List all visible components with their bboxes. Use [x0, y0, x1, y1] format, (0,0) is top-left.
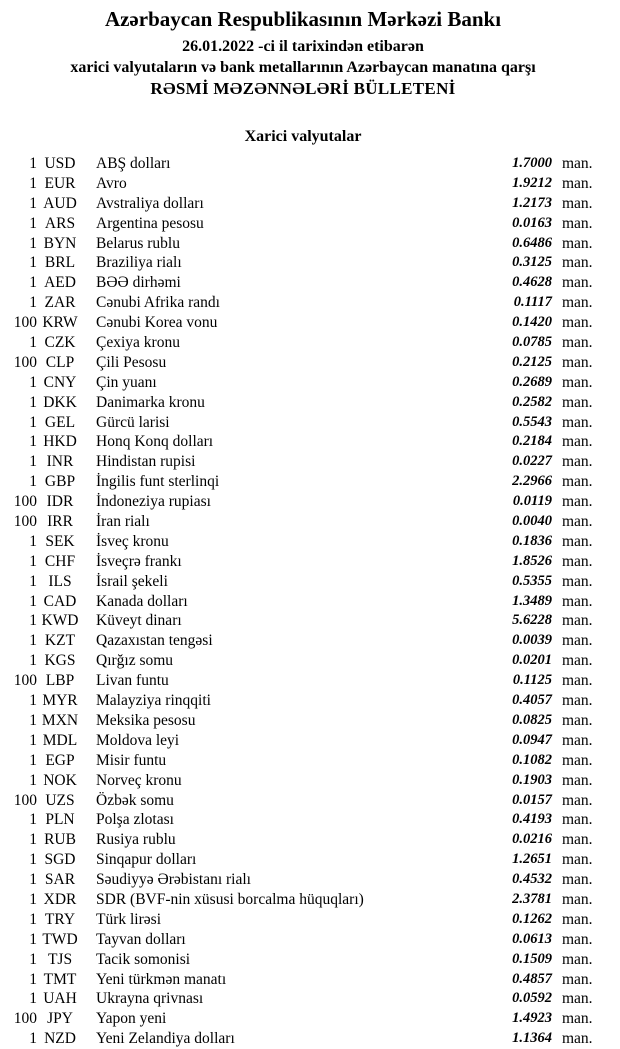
currency-rate: 0.0040 — [512, 513, 552, 530]
currency-name: Gürcü larisi — [96, 413, 170, 431]
currency-code: PLN — [45, 811, 75, 829]
currency-name: Rusiya rublu — [96, 831, 176, 849]
currency-name: Özbək somu — [96, 791, 174, 809]
unit-label: man. — [562, 234, 593, 252]
rate-row — [4, 810, 602, 830]
currency-rate: 0.0947 — [512, 731, 552, 748]
unit-label: man. — [562, 930, 593, 948]
currency-quantity: 1 — [29, 234, 37, 252]
unit-label: man. — [562, 711, 593, 729]
currency-name: Qazaxıstan tengəsi — [96, 632, 213, 650]
currency-rate: 0.1117 — [513, 294, 552, 311]
currency-quantity: 1 — [29, 552, 37, 570]
rate-row — [4, 572, 602, 592]
currency-rate: 0.0613 — [512, 930, 552, 947]
currency-rate: 0.1125 — [512, 672, 552, 689]
currency-quantity: 1 — [29, 334, 37, 352]
currency-rate: 0.4628 — [512, 274, 552, 291]
rate-row — [4, 890, 602, 910]
unit-label: man. — [562, 552, 593, 570]
currency-name: Livan funtu — [96, 672, 169, 690]
currency-quantity: 1 — [29, 692, 37, 710]
currency-rate: 0.1420 — [512, 314, 552, 331]
currency-name: Sinqapur dolları — [96, 851, 197, 869]
unit-label: man. — [562, 910, 593, 928]
currency-quantity: 1 — [29, 373, 37, 391]
currency-quantity: 1 — [29, 393, 37, 411]
currency-rate: 2.2966 — [512, 473, 552, 490]
rate-row — [4, 1029, 602, 1049]
rate-row — [4, 850, 602, 870]
currency-name: İsveç kronu — [96, 532, 169, 550]
unit-label: man. — [562, 433, 593, 451]
currency-name: Belarus rublu — [96, 234, 180, 252]
currency-code: AUD — [43, 194, 77, 212]
currency-quantity: 1 — [29, 751, 37, 769]
currency-code: EGP — [45, 751, 75, 769]
currency-code: RUB — [44, 831, 76, 849]
unit-label: man. — [562, 473, 593, 491]
currency-rate: 0.1262 — [512, 910, 552, 927]
currency-name: İran rialı — [96, 513, 150, 531]
currency-code: TWD — [42, 930, 78, 948]
currency-quantity: 1 — [29, 831, 37, 849]
currency-name: Polşa zlotası — [96, 811, 174, 829]
rate-row — [4, 452, 602, 472]
unit-label: man. — [562, 791, 593, 809]
unit-label: man. — [562, 731, 593, 749]
rate-row — [4, 313, 602, 333]
currency-code: KWD — [41, 612, 79, 630]
rate-row — [4, 373, 602, 393]
rate-row — [4, 492, 602, 512]
currency-quantity: 1 — [29, 294, 37, 312]
unit-label: man. — [562, 353, 593, 371]
currency-quantity: 1 — [29, 214, 37, 232]
unit-label: man. — [562, 572, 593, 590]
currency-name: Qırğız somu — [96, 652, 174, 670]
effective-date-line: 26.01.2022 -ci il tarixindən etibarən — [182, 38, 424, 55]
currency-rate: 0.0201 — [512, 652, 552, 669]
currency-quantity: 1 — [29, 950, 37, 968]
currency-code: ZAR — [44, 294, 76, 312]
currency-rate: 0.4857 — [512, 970, 552, 987]
currency-rate: 0.2582 — [512, 393, 552, 410]
currency-name: İngilis funt sterlinqi — [96, 473, 220, 491]
currency-name: ABŞ dolları — [96, 155, 171, 172]
currency-code: USD — [44, 155, 76, 172]
currency-name: Səudiyyə Ərəbistanı rialı — [96, 871, 251, 889]
currency-code: GEL — [44, 413, 76, 431]
currency-name: SDR (BVF-nin xüsusi borcalma hüquqları) — [96, 890, 364, 908]
unit-label: man. — [562, 851, 593, 869]
currency-code: LBP — [45, 672, 75, 690]
rate-row — [4, 253, 602, 273]
rate-row — [4, 631, 602, 651]
currency-quantity: 1 — [29, 652, 37, 670]
unit-label: man. — [562, 612, 593, 630]
currency-name: Türk lirəsi — [96, 910, 161, 928]
unit-label: man. — [562, 373, 593, 391]
unit-label: man. — [562, 950, 593, 968]
currency-rate: 1.9212 — [512, 174, 552, 191]
currency-rate: 0.4532 — [512, 871, 552, 888]
currency-code: HKD — [43, 433, 77, 451]
currency-quantity: 1 — [29, 433, 37, 451]
rate-row — [4, 771, 602, 791]
currency-rate: 0.0785 — [512, 334, 552, 351]
currency-code: ILS — [48, 572, 72, 590]
currency-code: CAD — [43, 592, 77, 610]
unit-label: man. — [562, 254, 593, 272]
unit-label: man. — [562, 214, 593, 232]
currency-name: Meksika pesosu — [96, 711, 196, 729]
currency-code: SAR — [44, 871, 76, 889]
unit-label: man. — [562, 155, 593, 172]
currency-name: İndoneziya rupiası — [96, 493, 211, 511]
currency-rate: 0.0039 — [512, 632, 552, 649]
currency-code: CZK — [44, 334, 76, 352]
rates-table — [4, 154, 602, 1049]
rate-row — [4, 154, 602, 174]
currency-name: İsrail şekeli — [96, 572, 168, 590]
rate-row — [4, 234, 602, 254]
currency-quantity: 1 — [29, 592, 37, 610]
currency-quantity: 100 — [13, 314, 37, 332]
currency-quantity: 1 — [29, 990, 37, 1008]
rate-row — [4, 1009, 602, 1029]
rate-row — [4, 353, 602, 373]
currency-rate: 1.1364 — [512, 1030, 552, 1047]
unit-label: man. — [562, 751, 593, 769]
currency-quantity: 1 — [29, 930, 37, 948]
currency-code: MXN — [41, 711, 79, 729]
currency-quantity: 1 — [29, 473, 37, 491]
currency-quantity: 1 — [29, 632, 37, 650]
unit-label: man. — [562, 274, 593, 292]
currency-code: CLP — [45, 353, 75, 371]
unit-label: man. — [562, 1030, 593, 1048]
bulletin-title: RƏSMİ MƏZƏNNƏLƏRİ BÜLLETENİ — [150, 79, 456, 98]
rate-row — [4, 393, 602, 413]
currency-code: MDL — [42, 731, 78, 749]
currency-rate: 0.0163 — [512, 214, 552, 231]
currency-quantity: 1 — [29, 572, 37, 590]
currency-code: BRL — [44, 254, 76, 272]
unit-label: man. — [562, 990, 593, 1008]
bulletin-header — [4, 6, 602, 100]
unit-label: man. — [562, 1010, 593, 1028]
rate-row — [4, 731, 602, 751]
currency-name: Yapon yeni — [96, 1010, 167, 1028]
currency-quantity: 1 — [29, 871, 37, 889]
currency-quantity: 1 — [29, 711, 37, 729]
rate-row — [4, 751, 602, 771]
unit-label: man. — [562, 513, 593, 531]
currency-name: Tacik somonisi — [96, 950, 191, 968]
currency-rate: 1.2173 — [512, 194, 552, 211]
currency-quantity: 1 — [29, 1030, 37, 1048]
currency-code: TMT — [43, 970, 77, 988]
currency-code: SGD — [44, 851, 76, 869]
currency-code: KRW — [42, 314, 78, 332]
currency-quantity: 100 — [13, 513, 37, 531]
currency-rate: 0.2125 — [512, 353, 552, 370]
currency-name: Danimarka kronu — [96, 393, 205, 411]
unit-label: man. — [562, 811, 593, 829]
unit-label: man. — [562, 970, 593, 988]
currency-quantity: 1 — [29, 910, 37, 928]
currency-quantity: 1 — [29, 174, 37, 192]
unit-label: man. — [562, 413, 593, 431]
currency-name: Avstraliya dolları — [96, 194, 204, 212]
currency-name: Braziliya rialı — [96, 254, 182, 272]
currency-quantity: 1 — [29, 811, 37, 829]
bulletin-subtitle: xarici valyutaların və bank metallarının Azərbaycan manatına qarşı — [70, 59, 536, 76]
currency-name: Çili Pesosu — [96, 353, 167, 371]
bank-name: Azərbaycan Respublikasının Mərkəzi Bankı — [104, 7, 502, 31]
currency-rate: 0.4057 — [512, 692, 552, 709]
currency-name: BƏƏ dirhəmi — [96, 274, 181, 292]
currency-name: Misir funtu — [96, 751, 167, 769]
rate-row — [4, 413, 602, 433]
currency-code: IDR — [46, 493, 74, 511]
currency-rate: 1.4923 — [512, 1010, 552, 1027]
currency-rate: 0.6486 — [512, 234, 552, 251]
currency-code: XDR — [43, 890, 77, 908]
currency-rate: 0.1509 — [512, 950, 552, 967]
currency-quantity: 1 — [29, 771, 37, 789]
currency-rate: 2.3781 — [512, 890, 552, 907]
currency-code: EUR — [44, 174, 76, 192]
currency-quantity: 1 — [29, 970, 37, 988]
currency-rate: 5.6228 — [512, 612, 552, 629]
currency-rate: 0.3125 — [512, 254, 552, 271]
currency-rate: 0.0227 — [512, 453, 552, 470]
currency-name: Norveç kronu — [96, 771, 182, 789]
currency-name: Kanada dolları — [96, 592, 188, 610]
currency-quantity: 100 — [13, 1010, 37, 1028]
currency-rate: 1.2651 — [512, 851, 552, 868]
currency-name: Ukrayna qrivnası — [96, 990, 204, 1008]
currency-name: Malayziya rinqqiti — [96, 692, 211, 710]
currency-rate: 0.2689 — [512, 373, 552, 390]
currency-code: UZS — [45, 791, 75, 809]
rate-row — [4, 532, 602, 552]
currency-code: DKK — [43, 393, 77, 411]
currency-quantity: 1 — [29, 851, 37, 869]
unit-label: man. — [562, 652, 593, 670]
unit-label: man. — [562, 194, 593, 212]
currency-name: Moldova leyi — [96, 731, 180, 749]
rate-row — [4, 592, 602, 612]
rate-row — [4, 671, 602, 691]
currency-rate: 0.2184 — [512, 433, 552, 450]
currency-name: Avro — [96, 174, 127, 192]
unit-label: man. — [562, 632, 593, 650]
currency-name: Küveyt dinarı — [96, 612, 182, 630]
currency-rate: 0.0216 — [512, 831, 552, 848]
currency-name: Hindistan rupisi — [96, 453, 196, 471]
currency-code: KGS — [44, 652, 76, 670]
currency-quantity: 1 — [29, 612, 37, 630]
currency-rate: 0.4193 — [512, 811, 552, 828]
currency-code: JPY — [47, 1010, 73, 1028]
currency-quantity: 100 — [13, 791, 37, 809]
currency-code: CHF — [44, 552, 76, 570]
rate-row — [4, 214, 602, 234]
currency-quantity: 1 — [29, 532, 37, 550]
currency-code: TJS — [47, 950, 73, 968]
currency-name: İsveçrə frankı — [96, 552, 182, 570]
currency-code: BYN — [43, 234, 77, 252]
currency-code: NOK — [43, 771, 77, 789]
currency-name: Tayvan dolları — [96, 930, 186, 948]
rate-row — [4, 293, 602, 313]
currency-name: Yeni Zelandiya dolları — [96, 1030, 235, 1048]
rate-row — [4, 989, 602, 1009]
unit-label: man. — [562, 174, 593, 192]
unit-label: man. — [562, 692, 593, 710]
currency-code: IRR — [47, 513, 73, 531]
rate-row — [4, 432, 602, 452]
rate-row — [4, 273, 602, 293]
section-title-foreign-currencies: Xarici valyutalar — [244, 128, 362, 145]
currency-quantity: 100 — [13, 353, 37, 371]
currency-code: NZD — [44, 1030, 76, 1048]
rate-row — [4, 870, 602, 890]
rate-row — [4, 691, 602, 711]
currency-rate: 0.0825 — [512, 711, 552, 728]
unit-label: man. — [562, 672, 593, 690]
unit-label: man. — [562, 532, 593, 550]
currency-quantity: 1 — [29, 254, 37, 272]
rate-row — [4, 611, 602, 631]
currency-name: Yeni türkmən manatı — [96, 970, 227, 988]
currency-code: INR — [46, 453, 74, 471]
currency-rate: 0.1082 — [512, 751, 552, 768]
currency-code: MYR — [42, 692, 78, 710]
currency-name: Çexiya kronu — [96, 334, 180, 352]
currency-code: AED — [44, 274, 76, 292]
currency-rate: 0.0119 — [512, 493, 552, 510]
currency-quantity: 100 — [13, 672, 37, 690]
currency-code: ARS — [44, 214, 76, 232]
currency-code: KZT — [44, 632, 76, 650]
currency-quantity: 1 — [29, 155, 37, 172]
currency-rate: 1.7000 — [512, 155, 552, 171]
rate-row — [4, 174, 602, 194]
currency-rate: 0.5543 — [512, 413, 552, 430]
currency-quantity: 1 — [29, 194, 37, 212]
rate-row — [4, 930, 602, 950]
currency-quantity: 100 — [13, 493, 37, 511]
currency-code: TRY — [44, 910, 76, 928]
rate-row — [4, 711, 602, 731]
currency-quantity: 1 — [29, 731, 37, 749]
currency-rate: 1.3489 — [512, 592, 552, 609]
unit-label: man. — [562, 831, 593, 849]
unit-label: man. — [562, 314, 593, 332]
unit-label: man. — [562, 334, 593, 352]
rate-row — [4, 970, 602, 990]
rate-row — [4, 791, 602, 811]
rate-row — [4, 950, 602, 970]
unit-label: man. — [562, 453, 593, 471]
currency-rate: 0.1836 — [512, 532, 552, 549]
currency-name: Honq Konq dolları — [96, 433, 214, 451]
unit-label: man. — [562, 493, 593, 511]
unit-label: man. — [562, 393, 593, 411]
rate-row — [4, 333, 602, 353]
rate-row — [4, 194, 602, 214]
currency-code: CNY — [43, 373, 77, 391]
currency-quantity: 1 — [29, 890, 37, 908]
currency-name: Cənubi Afrika randı — [96, 294, 220, 312]
currency-code: SEK — [45, 532, 75, 550]
currency-code: UAH — [43, 990, 77, 1008]
rate-row — [4, 651, 602, 671]
currency-name: Argentina pesosu — [96, 214, 204, 232]
currency-quantity: 1 — [29, 453, 37, 471]
rate-row — [4, 830, 602, 850]
rate-row — [4, 910, 602, 930]
currency-rate: 0.5355 — [512, 572, 552, 589]
rate-row — [4, 552, 602, 572]
currency-name: Çin yuanı — [96, 373, 157, 391]
currency-code: GBP — [44, 473, 76, 491]
rate-row — [4, 472, 602, 492]
rate-row — [4, 512, 602, 532]
currency-rate: 0.0592 — [512, 990, 552, 1007]
currency-rate: 0.1903 — [512, 771, 552, 788]
currency-rate: 0.0157 — [512, 791, 552, 808]
currency-rate: 1.8526 — [512, 552, 552, 569]
currency-name: Cənubi Korea vonu — [96, 314, 218, 332]
unit-label: man. — [562, 890, 593, 908]
unit-label: man. — [562, 294, 593, 312]
unit-label: man. — [562, 771, 593, 789]
currency-quantity: 1 — [29, 274, 37, 292]
unit-label: man. — [562, 592, 593, 610]
unit-label: man. — [562, 871, 593, 889]
currency-quantity: 1 — [29, 413, 37, 431]
